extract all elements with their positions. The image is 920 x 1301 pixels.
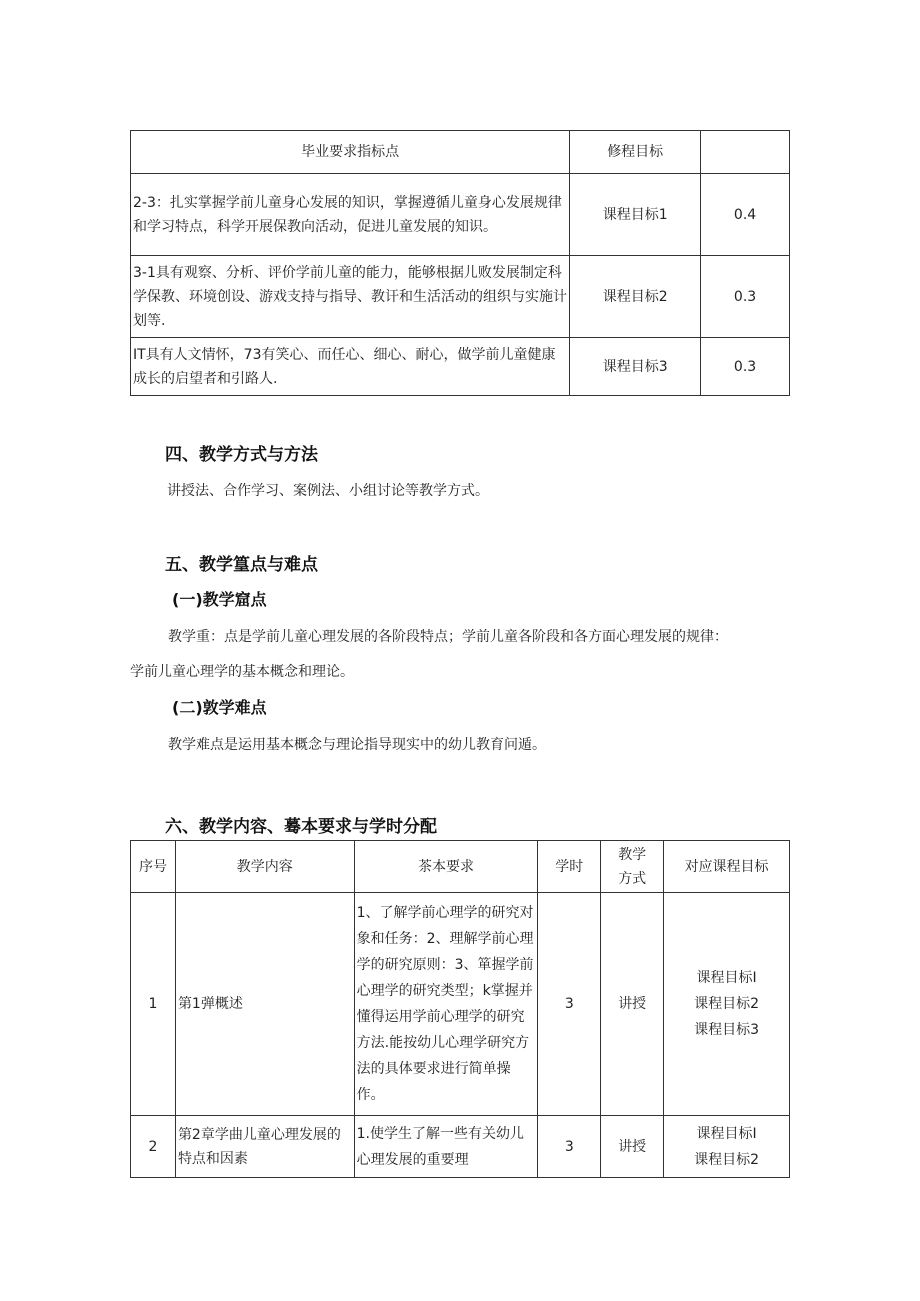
table-row	[131, 174, 790, 256]
header-requirement: 茶本要求	[354, 841, 538, 893]
header-goals: 对应课程目标	[664, 841, 790, 893]
requirement-text: 1.使学生了解一些有关幼儿心理发展的重要理	[354, 1116, 538, 1178]
goal-item: 课程目标2	[694, 1151, 760, 1168]
header-method-line-1: 教学	[618, 846, 647, 863]
course-goal: 课程目标2	[570, 256, 701, 338]
goal-item: 课程目标I	[696, 970, 757, 986]
course-goal: 课程目标1	[570, 174, 701, 256]
table-row	[131, 256, 790, 338]
table-row	[131, 338, 790, 396]
table-row	[131, 1116, 790, 1178]
goal-item: 课程目标2	[694, 996, 760, 1012]
section-5-heading: 五、教学篁点与难点	[165, 555, 318, 575]
graduation-requirement-table	[130, 130, 790, 396]
goals-cell	[664, 893, 790, 1116]
section-5-sub-1: (一)教学窟点	[172, 590, 267, 609]
table-row	[131, 893, 790, 1116]
requirement-text: 3-1具有观察、分析、评价学前儿童的能力，能够根据儿败发展制定科学保教、环境创设、游戏支持与指导、教讦和生活活动的组织与实施计划等.	[131, 256, 570, 338]
hours-value: 3	[538, 1116, 601, 1178]
teaching-content-table	[130, 840, 790, 1178]
goal-item: 课程目标3	[694, 1022, 760, 1038]
section-5-sub-2: (二)敦学难点	[172, 698, 267, 717]
course-goal: 课程目标3	[570, 338, 701, 396]
section-5-para-1-line-2: 学前儿童心理学的基本概念和理论。	[130, 664, 354, 680]
header-hours: 学时	[538, 841, 601, 893]
table-header-row	[131, 841, 790, 893]
weight-value: 0.3	[701, 338, 790, 396]
content-title: 第1弹概述	[175, 893, 354, 1116]
header-content: 教学内容	[175, 841, 354, 893]
seq-number: 1	[131, 893, 176, 1116]
requirement-text: 1、了解学前心理学的研究对象和任务：2、理解学前心理学的研究原则：3、箪握学前心理学的研究类型；k掌握并懂得运用学前心理学的研究方法.能按幼儿心理学研究方法的具体要求进行简单操作。	[354, 893, 538, 1116]
weight-value: 0.4	[701, 174, 790, 256]
hours-value: 3	[538, 893, 601, 1116]
seq-number: 2	[131, 1116, 176, 1178]
goals-cell	[664, 1116, 790, 1178]
section-5-para-2: 教学难点是运用基本概念与理论指导现实中的幼儿教育问遁。	[168, 737, 546, 753]
content-title: 第2章学曲儿童心理发展的特点和因素	[175, 1116, 354, 1178]
header-course-goal: 修程目标	[570, 131, 701, 174]
header-method	[601, 841, 664, 893]
requirement-text: 2-3：扎实掌握学前儿童身心发展的知识，掌握遵循儿童身心发展规律和学习特点，科学开展保教向活动，促进儿童发展的知识。	[131, 174, 570, 256]
requirement-text: IT具有人文情怀，73有笑心、而任心、细心、耐心，做学前儿童健康成长的启望者和引路人.	[131, 338, 570, 396]
header-method-line-2: 方式	[618, 870, 647, 887]
header-weight	[701, 131, 790, 174]
section-4-heading: 四、教学方式与方法	[165, 445, 318, 465]
goal-item: 课程目标I	[696, 1125, 757, 1142]
weight-value: 0.3	[701, 256, 790, 338]
header-seq: 序号	[131, 841, 176, 893]
method-value: 讲授	[601, 1116, 664, 1178]
table-header-row	[131, 131, 790, 174]
section-6-heading: 六、教学内容、蓦本要求与学时分配	[165, 817, 437, 837]
section-4-text: 讲授法、合作学习、案例法、小组讨论等教学方式。	[167, 483, 489, 499]
header-requirement: 毕业要求指标点	[131, 131, 570, 174]
section-5-para-1-line-1: 教学重：点是学前儿童心理发展的各阶段特点；学前儿童各阶段和各方面心理发展的规律：	[168, 629, 728, 645]
method-value: 讲授	[601, 893, 664, 1116]
